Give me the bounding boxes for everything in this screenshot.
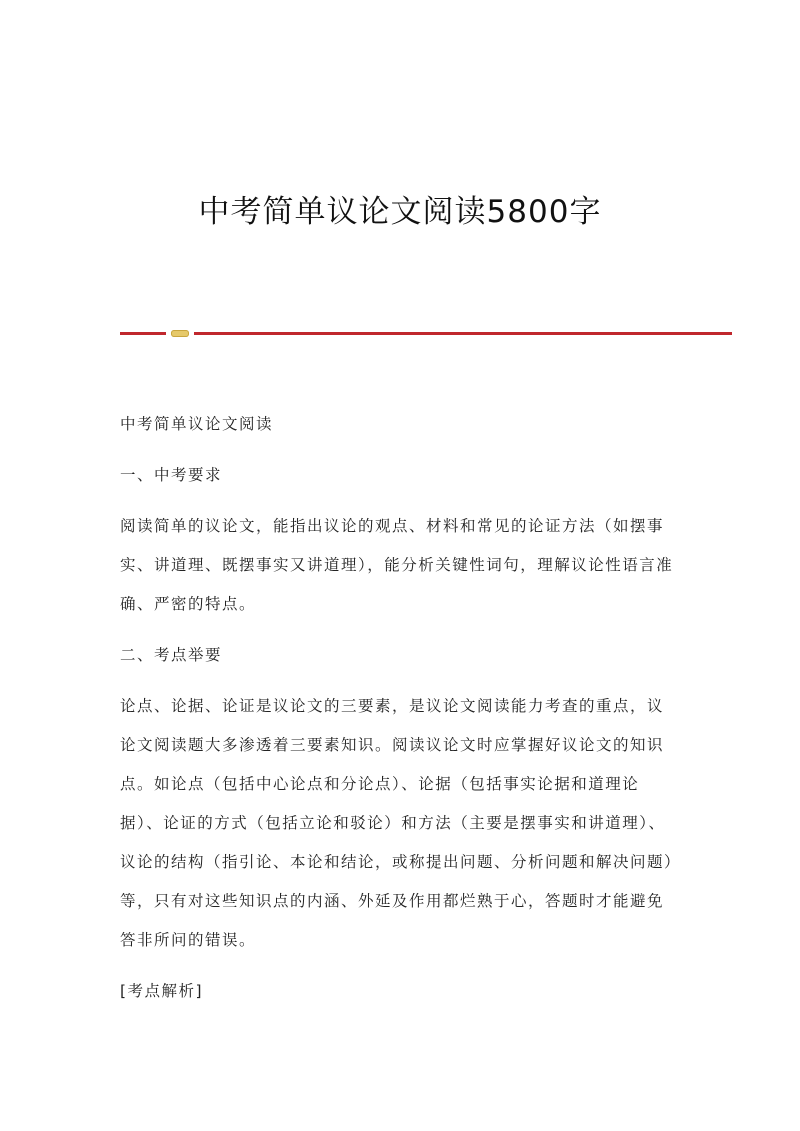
- section-heading-analysis: [考点解析]: [120, 982, 204, 1000]
- section-heading-key-points: 二、考点举要: [120, 646, 223, 664]
- document-title: 中考简单议论文阅读5800字: [198, 194, 602, 230]
- subtitle: 中考简单议论文阅读: [120, 415, 274, 433]
- paragraph-requirements: 阅读简单的议论文，能指出议论的观点、材料和常见的论证方法（如摆事实、讲道理、既摆事实又讲道理），能分析关键性词句，理解议论性语言准确、严密的特点。: [120, 517, 674, 613]
- divider-line-right: [194, 332, 732, 335]
- paragraph-key-points: 论点、论据、论证是议论文的三要素，是议论文阅读能力考查的重点，议论文阅读题大多渗透着三要素知识。阅读议论文时应掌握好议论文的知识点。如论点（包括中心论点和分论点）、论据（包括事实论据和道理论据）、论证的方式（包括立论和驳论）和方法（主要是摆事实和讲道理）、议论的结构（指引论、本论和结论，或称提出问题、分析问题和解决问题）等，只有对这些知识点的内涵、外延及作用都烂熟于心，答题时才能避免答非所问的错误。: [120, 697, 674, 949]
- title-divider: [120, 330, 732, 338]
- divider-line-left: [120, 332, 166, 335]
- section-heading-requirements: 一、中考要求: [120, 466, 223, 484]
- document-body: [120, 405, 680, 1023]
- divider-ornament-icon: [171, 330, 189, 337]
